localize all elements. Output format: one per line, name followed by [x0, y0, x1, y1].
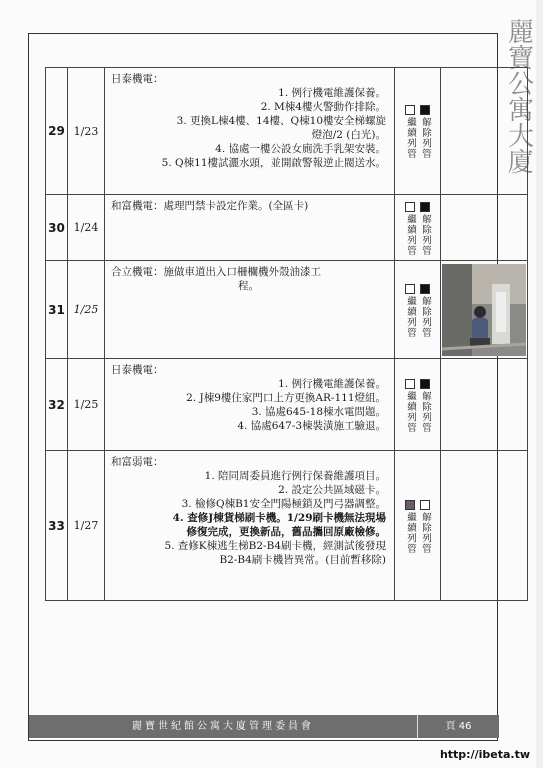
maintenance-log-table [45, 67, 528, 601]
photo-cell [441, 195, 528, 261]
continue-tracking-checkbox[interactable] [405, 500, 415, 510]
footer-title: 麗寶世紀館公寓大廈管理委員會 [29, 715, 418, 738]
item-description [105, 68, 395, 195]
item-description [105, 359, 395, 451]
item-number: 31 [46, 261, 68, 359]
item-description [105, 195, 395, 261]
release-tracking-label: 解除列管 [420, 390, 431, 433]
work-item-line: 1. 陪同周委員進行例行保養維護項目。 [204, 470, 386, 482]
work-item-line: 修復完成，更換新品，舊品攜回原廠檢修。 [186, 526, 386, 538]
continue-tracking-label: 繼續列管 [405, 117, 416, 159]
table-row [46, 451, 528, 601]
work-item-line: 5. 查修K棟逃生梯B2-B4刷卡機，經測試後發現 [164, 540, 386, 552]
work-item-line: 1. 例行機電維護保養。 [278, 87, 386, 99]
continue-tracking-label: 繼續列管 [405, 295, 416, 338]
release-tracking-label: 解除列管 [420, 213, 431, 256]
status-cell [395, 68, 441, 195]
table-row [46, 68, 528, 195]
work-item-line: 4. 查修J棟貨梯刷卡機。1/29刷卡機無法現場 [172, 512, 386, 524]
status-cell [395, 451, 441, 601]
photo-cell [441, 451, 528, 601]
item-date: 1/25 [68, 261, 105, 359]
work-item-line: 3. 檢修Q棟B1安全門陽極鎖及門弓器調整。 [181, 498, 386, 510]
photo-cell [441, 359, 528, 451]
contractor-label: 日泰機電： [111, 364, 164, 376]
status-cell [395, 359, 441, 451]
item-number: 33 [46, 451, 68, 601]
release-tracking-checkbox[interactable] [420, 284, 430, 294]
table-row [46, 195, 528, 261]
release-tracking-checkbox[interactable] [420, 202, 430, 212]
work-item-line: 5. Q棟11樓試灑水頭，並開啟警報逆止閥送水。 [161, 157, 386, 169]
work-item-line: 4. 協處647-3棟裝潢施工驗退。 [237, 420, 386, 432]
continue-tracking-checkbox[interactable] [405, 105, 415, 115]
item-date: 1/27 [68, 451, 105, 601]
status-cell [395, 261, 441, 359]
contractor-label: 日泰機電： [111, 73, 164, 85]
item-description [105, 451, 395, 601]
continue-tracking-checkbox[interactable] [405, 202, 415, 212]
work-item-line: 燈泡/2 (白光)。 [311, 129, 386, 141]
work-item-line: 2. J棟9樓住家門口上方更換AR-111燈組。 [186, 392, 386, 404]
release-tracking-label: 解除列管 [420, 511, 431, 554]
contractor-label: 合立機電：施做車道出入口柵欄機外殼油漆工 [111, 266, 321, 278]
table-row [46, 261, 528, 359]
release-tracking-checkbox[interactable] [420, 105, 430, 115]
continue-tracking-label: 繼續列管 [405, 511, 416, 554]
work-item-line: 2. 設定公共區域磁卡。 [278, 484, 386, 496]
item-date: 1/23 [68, 68, 105, 195]
photo-cell [441, 261, 528, 359]
item-date: 1/24 [68, 195, 105, 261]
work-item-line: 4. 協處一樓公設女廁洗手乳架安裝。 [215, 143, 386, 155]
page-number: 頁 46 [445, 721, 472, 732]
release-tracking-checkbox[interactable] [420, 379, 430, 389]
status-cell [395, 195, 441, 261]
work-item-line: 2. M棟4樓火警動作排除。 [260, 101, 386, 113]
release-tracking-label: 解除列管 [420, 117, 431, 159]
contractor-label: 和富機電：處理門禁卡設定作業。(全區卡) [111, 200, 309, 212]
watermark: http://ibeta.tw [439, 748, 530, 761]
item-date: 1/25 [68, 359, 105, 451]
work-item-line: 程。 [238, 280, 259, 292]
work-photo [442, 264, 526, 356]
continue-tracking-label: 繼續列管 [405, 213, 416, 256]
work-item-line: B2-B4刷卡機皆異常。(目前暫移除) [219, 554, 386, 566]
work-item-line: 3. 協處645-18棟水電問題。 [251, 406, 386, 418]
footer-bar [29, 715, 499, 738]
release-tracking-checkbox[interactable] [420, 500, 430, 510]
work-item-line: 1. 例行機電維護保養。 [278, 378, 386, 390]
photo-cell [441, 68, 528, 195]
continue-tracking-label: 繼續列管 [405, 390, 416, 433]
item-description [105, 261, 395, 359]
continue-tracking-checkbox[interactable] [405, 284, 415, 294]
item-number: 30 [46, 195, 68, 261]
work-item-line: 3. 更換L棟4樓、14樓、Q棟10樓安全梯螺旋 [176, 115, 386, 127]
side-title: 麗寶公寓大廈 [508, 18, 533, 178]
table-row [46, 359, 528, 451]
contractor-label: 和富弱電： [111, 456, 164, 468]
release-tracking-label: 解除列管 [420, 295, 431, 338]
item-number: 29 [46, 68, 68, 195]
item-number: 32 [46, 359, 68, 451]
continue-tracking-checkbox[interactable] [405, 379, 415, 389]
